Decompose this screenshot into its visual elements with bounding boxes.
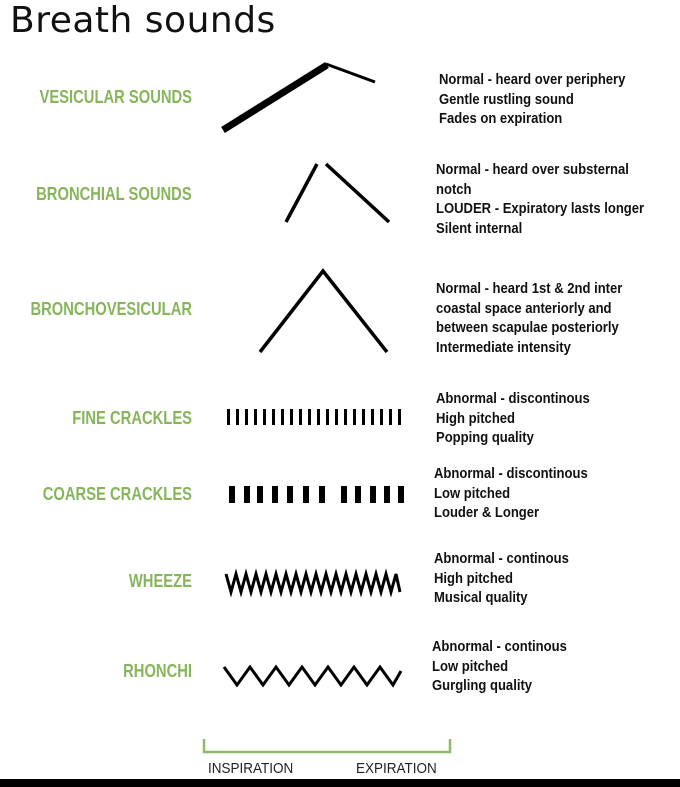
page-title: Breath sounds bbox=[10, 0, 276, 41]
description-bronchial: Normal - heard over substernal notch LOUDER - Expiratory lasts longer Silent internal bbox=[436, 162, 645, 237]
description-wheeze: Abnormal - continous High pitched Musical quality bbox=[434, 551, 569, 607]
fine-crackles-bars-icon bbox=[227, 409, 401, 425]
description-coarse-crackles: Abnormal - discontinous Low pitched Louder & Longer bbox=[434, 466, 588, 522]
timeline-bracket bbox=[204, 739, 450, 752]
label-wheeze: WHEEZE bbox=[128, 571, 192, 591]
bottom-border bbox=[0, 779, 680, 787]
description-bronchovesicular: Normal - heard 1st & 2nd inter coastal space anteriorly and between scapulae posteriorly Intermediate intensity bbox=[436, 281, 623, 356]
rhonchi-zigzag-icon bbox=[224, 667, 401, 685]
label-vesicular: VESICULAR SOUNDS bbox=[39, 87, 192, 107]
inspiration-label: INSPIRATION bbox=[208, 760, 294, 777]
wheeze-zigzag-icon bbox=[226, 574, 400, 592]
description-rhonchi: Abnormal - continous Low pitched Gurgling quality bbox=[432, 639, 567, 695]
label-bronchovesicular: BRONCHOVESICULAR bbox=[30, 299, 192, 319]
expiration-label: EXPIRATION bbox=[356, 760, 437, 777]
description-vesicular: Normal - heard over periphery Gentle rustling sound Fades on expiration bbox=[439, 72, 626, 128]
vesicular-wave-icon bbox=[223, 64, 375, 130]
label-bronchial: BRONCHIAL SOUNDS bbox=[36, 184, 192, 204]
bronchovesicular-wave-icon bbox=[260, 271, 387, 352]
label-rhonchi: RHONCHI bbox=[123, 661, 192, 681]
label-coarse-crackles: COARSE CRACKLES bbox=[42, 484, 192, 504]
bronchial-wave-icon bbox=[286, 164, 389, 222]
label-fine-crackles: FINE CRACKLES bbox=[72, 408, 192, 428]
coarse-crackles-bars-icon bbox=[229, 486, 404, 503]
description-fine-crackles: Abnormal - discontinous High pitched Popping quality bbox=[436, 391, 590, 447]
